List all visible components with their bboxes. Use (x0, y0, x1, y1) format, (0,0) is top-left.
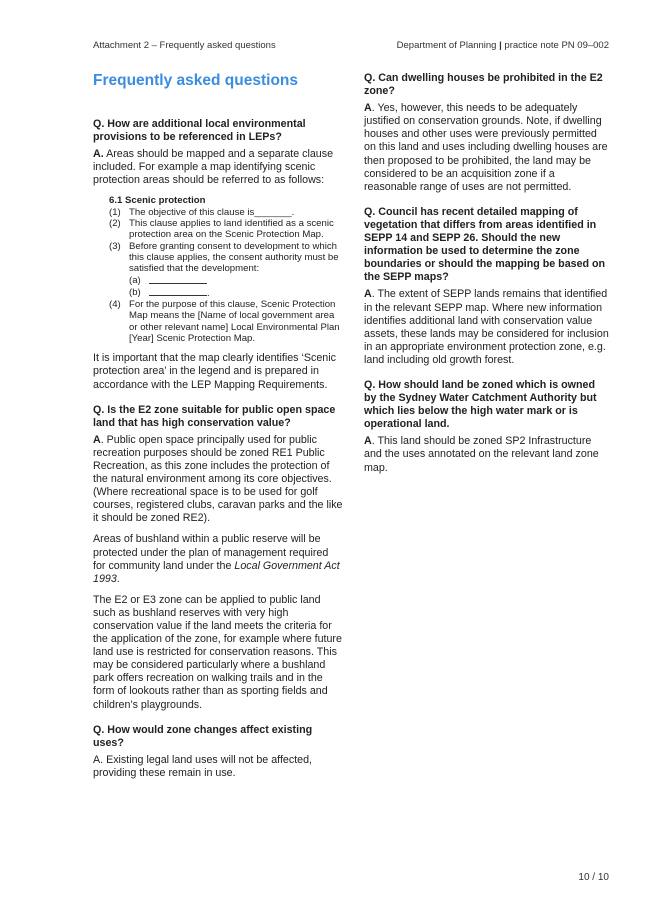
clause-item-number: (4) (109, 299, 121, 311)
answer-2-paragraph-2 (93, 533, 343, 585)
header-left: Attachment 2 – Frequently asked questions (93, 40, 276, 51)
answer-2-paragraph-3: The E2 or E3 zone can be applied to public land such as bushland reserves with very high conservation value if the land meets the criteria for the application of the zone, for example where future land use is restricted for conservation reasons. This may be considered particularly where a bushland park offers recreation on walking trails and in the form of lookouts rather than as sporting fields and children’s playgrounds. (93, 593, 342, 711)
act-title: Local Government Act 1993 (93, 559, 340, 585)
clause-sub-item (129, 275, 343, 287)
header-right (397, 40, 609, 51)
right-column (364, 72, 609, 483)
clause-sub-number: (b) (129, 286, 141, 298)
question-4: Q. Can dwelling houses be prohibited in the E2 zone? (364, 72, 603, 98)
answer-4 (364, 102, 609, 194)
question-2: Q. Is the E2 zone suitable for public open space land that has high conservation value? (93, 403, 336, 429)
blank-line (149, 275, 207, 284)
clause-item-text: The objective of this clause is_______. (129, 206, 295, 218)
answer-5-text: . The extent of SEPP lands remains that identified in the relevant SEPP map. Where new information identifies additional land with conservation value assets, these lands may be considered for inclusion in an appropriate environment protection zone, e.g. land including old growth forest. (364, 288, 609, 366)
answer-5 (364, 288, 609, 367)
clause-item-number: (2) (109, 218, 121, 230)
header-department: Department of Planning (396, 40, 497, 51)
header-separator: | (499, 40, 502, 51)
clause-sub-item (129, 287, 343, 299)
answer-1-text: Areas should be mapped and a separate clause included. For example a map identifying scenic protection areas should be referred to as follows: (93, 148, 334, 187)
clause-item (109, 241, 343, 275)
clause-item-number: (3) (109, 240, 121, 252)
answer-6-label: A (364, 435, 372, 448)
clause-item-text: This clause applies to land identified as a scenic protection area on the Scenic Protection Map. (129, 218, 334, 241)
clause-item-number: (1) (109, 206, 121, 218)
header-practice-note: practice note PN 09–002 (504, 40, 609, 51)
clause-item-text: Before granting consent to development to which this clause applies, the consent authority must be satisfied that the development: (129, 240, 339, 275)
answer-1-follow: It is important that the map clearly identifies ‘Scenic protection area’ in the legend and is prepared in accordance with the LEP Mapping Requirements. (93, 352, 336, 391)
answer-2-p2-end: . (116, 572, 120, 585)
question-5: Q. Council has recent detailed mapping of vegetation that differs from areas identified in SEPP 14 and SEPP 26. Should the new information be used to determine the zone boundaries or should the mapping be based on the SEPP maps? (364, 205, 606, 284)
answer-2-text: . Public open space principally used for public recreation purposes should be zoned RE1 Public Recreation, as this zone includes the protection of the natural environment among its core objectives. (Where recreational space is to be used for golf courses, registered clubs, caravan parks and the like it should be zoned RE2). (93, 433, 343, 525)
answer-4-label: A (364, 102, 372, 115)
left-column (93, 72, 343, 788)
answer-6 (364, 435, 609, 474)
clause-item (109, 207, 343, 218)
answer-2-label: A (93, 433, 101, 446)
page-number: 10 / 10 (578, 872, 609, 883)
answer-2-p2-text: Areas of bushland within a public reserve will be protected under the plan of management required for community land under the (93, 533, 329, 572)
question-1: Q. How are additional local environmental provisions to be referenced in LEPs? (93, 118, 306, 144)
clause-sub-tail: . (207, 287, 210, 299)
scenic-protection-clause (109, 195, 343, 344)
clause-item-text: For the purpose of this clause, Scenic Protection Map means the [Name of local government area or other relevant name] Local Environmental Plan [Year] Scenic Protection Map. (129, 299, 340, 345)
answer-1-label: A. (93, 148, 104, 161)
answer-4-text: . Yes, however, this needs to be adequately justified on conservation grounds. Note, if dwelling houses and other uses were previously permitted on this land and uses including dwelling houses are then proposed to be prohibited, the land may be considered to be an acquisition zone if a reasonable range of uses are not permitted. (364, 102, 608, 193)
answer-6-text: . This land should be zoned SP2 Infrastructure and the uses annotated on the relevant land zone map. (364, 435, 599, 474)
answer-3: A. Existing legal land uses will not be affected, providing these remain in use. (93, 753, 313, 779)
clause-item (109, 299, 343, 344)
clause-sub-number: (a) (129, 274, 141, 286)
clause-title: 6.1 Scenic protection (109, 195, 206, 207)
clause-item (109, 218, 343, 241)
question-6: Q. How should land be zoned which is owned by the Sydney Water Catchment Authority but which lies below the high water mark or is operational land. (364, 378, 597, 431)
page-title: Frequently asked questions (93, 72, 298, 89)
question-3: Q. How would zone changes affect existing uses? (93, 723, 313, 749)
answer-2 (93, 434, 343, 526)
answer-5-label: A (364, 288, 372, 301)
answer-1 (93, 148, 343, 187)
blank-line (149, 287, 207, 296)
